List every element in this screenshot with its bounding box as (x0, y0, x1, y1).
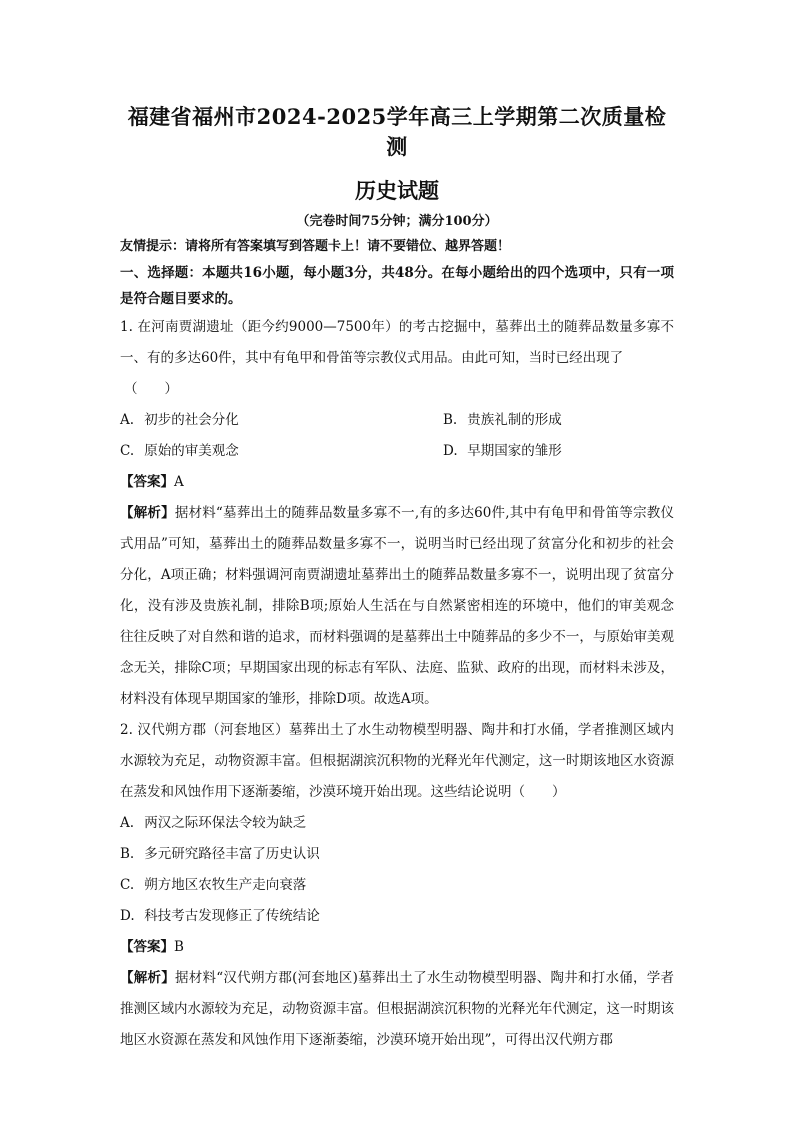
option-text: 朔方地区农牧生产走向衰落 (144, 877, 307, 893)
option-text: 两汉之际环保法令较为缺乏 (144, 815, 307, 831)
question-1-answer-blank: （ ） (124, 381, 178, 397)
section-heading: 一、选择题：本题共16小题，每小题3分，共48分。在每小题给出的四个选项中，只有一项是符合题目要求的。 (120, 265, 674, 307)
option-text: 初步的社会分化 (144, 412, 239, 428)
question-1-option-a (120, 405, 443, 436)
answer-label: 【答案】 (120, 474, 174, 490)
analysis-label: 【解析】 (120, 970, 175, 986)
question-2-option-a (120, 808, 674, 839)
option-letter: A. (120, 412, 135, 428)
option-text: 多元研究路径丰富了历史认识 (144, 846, 320, 862)
option-letter: D. (443, 443, 458, 459)
answer-value: B (174, 939, 184, 955)
question-1-option-b (443, 405, 674, 436)
option-letter: A. (120, 815, 135, 831)
question-2-analysis (120, 963, 674, 1056)
question-1 (120, 312, 674, 715)
question-2-answer (120, 932, 674, 963)
question-1-answer (120, 467, 674, 498)
exam-title: 福建省福州市2024-2025学年高三上学期第二次质量检测 (127, 104, 667, 159)
option-letter: B. (443, 412, 458, 428)
exam-time-info: （完卷时间75分钟；满分100分） (296, 214, 498, 229)
question-2-option-b (120, 839, 674, 870)
option-letter: C. (120, 877, 135, 893)
question-2-option-d (120, 901, 674, 932)
question-1-option-c (120, 436, 443, 467)
question-2-stem: 2. 汉代朔方郡（河套地区）墓葬出土了水生动物模型明器、陶井和打水俑，学者推测区域内水源较为充足，动物资源丰富。但根据湖滨沉积物的光释光年代测定，这一时期该地区水资源在蒸发和风蚀作用下逐渐萎缩，沙漠环境开始出现。这些结论说明（ ） (120, 722, 674, 800)
option-letter: B. (120, 846, 135, 862)
option-letter: D. (120, 908, 135, 924)
question-1-option-d (443, 436, 674, 467)
analysis-text: 据材料“汉代朔方郡(河套地区)墓葬出土了水生动物模型明器、陶井和打水俑，学者推测区域内水源较为充足，动物资源丰富。但根据湖滨沉积物的光释光年代测定，这一时期该地区水资源在蒸发和风蚀作用下逐渐萎缩，沙漠环境开始出现”，可得出汉代朔方郡 (120, 970, 674, 1048)
option-text: 贵族礼制的形成 (467, 412, 562, 428)
analysis-text: 据材料“墓葬出土的随葬品数量多寡不一,有的多达60件,其中有龟甲和骨笛等宗教仪式用品”可知，墓葬出土的随葬品数量多寡不一，说明当时已经出现了贫富分化和初步的社会分化，A项正确；材料强调河南贾湖遗址墓葬出土的随葬品数量多寡不一，说明出现了贫富分化，没有涉及贵族礼制，排除B项;原始人生活在与自然紧密相连的环境中，他们的审美观念往往反映了对自然和谐的追求，而材料强调的是墓葬出土中随葬品的多少不一，与原始审美观念无关，排除C项；早期国家出现的标志有军队、法庭、监狱、政府的出现，而材料未涉及，材料没有体现早期国家的雏形，排除D项。故选A项。 (120, 505, 674, 707)
option-text: 科技考古发现修正了传统结论 (144, 908, 320, 924)
analysis-label: 【解析】 (120, 505, 175, 521)
option-text: 原始的审美观念 (144, 443, 239, 459)
question-1-options (120, 405, 674, 467)
question-1-analysis (120, 498, 674, 715)
option-text: 早期国家的雏形 (467, 443, 562, 459)
answer-value: A (174, 474, 184, 490)
question-2-option-c (120, 870, 674, 901)
answer-label: 【答案】 (120, 939, 174, 955)
friendly-tip: 友情提示：请将所有答案填写到答题卡上！请不要错位、越界答题！ (120, 239, 511, 254)
question-2 (120, 715, 674, 1056)
question-1-stem: 1. 在河南贾湖遗址（距今约9000—7500年）的考古挖掘中，墓葬出土的随葬品数量多寡不一、有的多达60件，其中有龟甲和骨笛等宗教仪式用品。由此可知，当时已经出现了 (120, 319, 674, 366)
exam-subtitle: 历史试题 (355, 178, 439, 203)
option-letter: C. (120, 443, 135, 459)
